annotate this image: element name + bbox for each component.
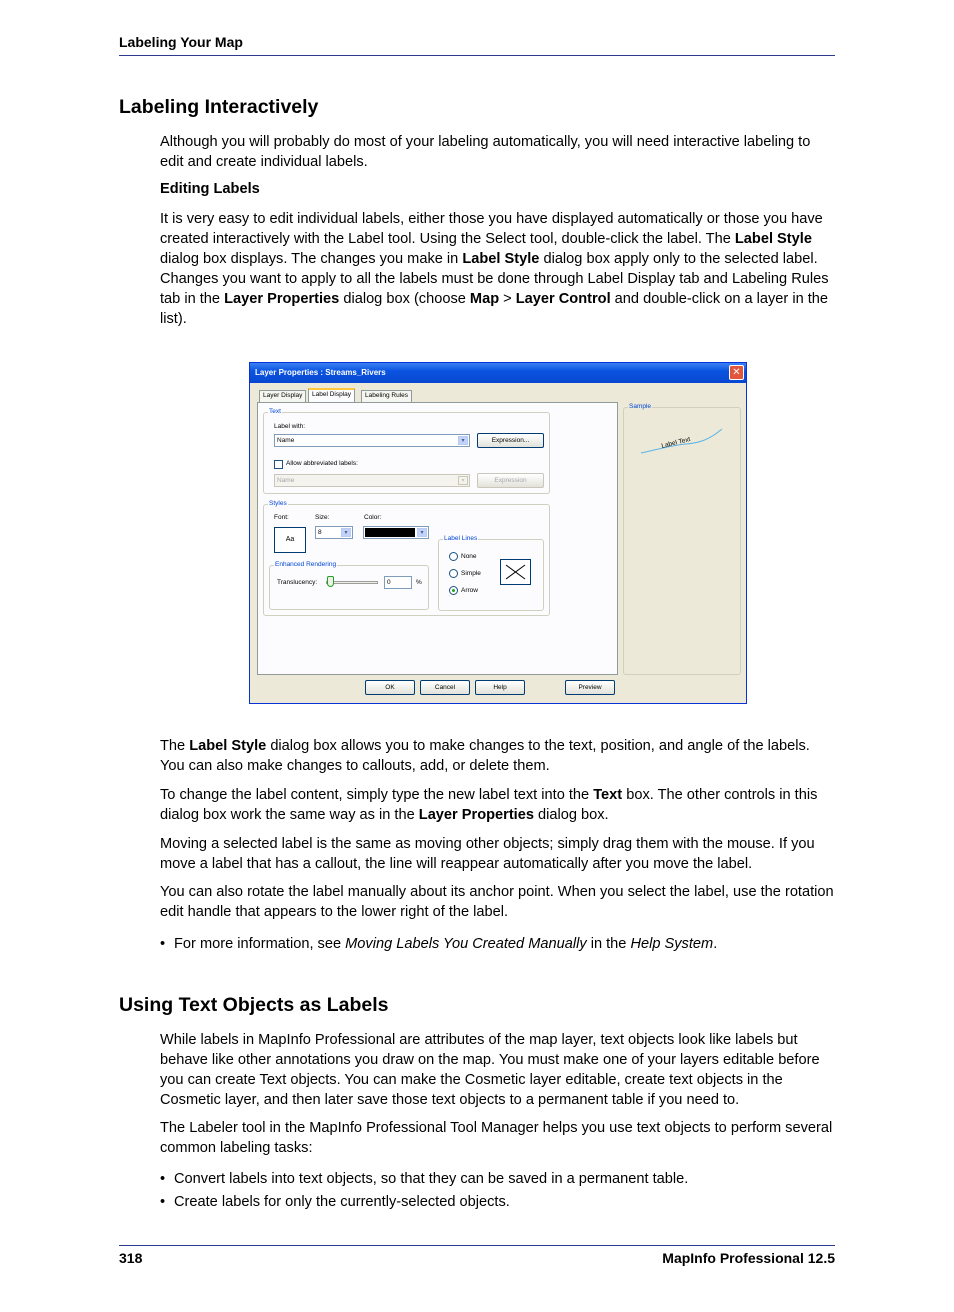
help-button[interactable]: Help <box>475 680 525 695</box>
sample-label-text: Label Text <box>660 436 692 450</box>
tab-layer-display[interactable]: Layer Display <box>259 390 306 402</box>
change-content-paragraph: To change the label content, simply type the new label text into the Text box. The other controls in this dialog box work the same way as in the Layer Properties dialog box. <box>160 787 818 823</box>
no-line-icon <box>501 560 530 584</box>
footer-rule <box>119 1245 835 1246</box>
translucency-label: Translucency: <box>277 579 318 586</box>
sample-group <box>623 403 741 675</box>
label-with-select[interactable]: Name ▾ <box>274 434 470 447</box>
label-lines-group <box>438 535 544 611</box>
editing-labels-paragraph: It is very easy to edit individual labels, either those you have displayed automatically or those you have created interactively with the Label tool. Using the Select tool, double-click the label. The Label Style dialog box displays. The changes you make in Label Style dialog box apply only to the selected label. Changes you want to apply to all the labels must be done through Label Display tab and Labeling Rules tab in the Layer Properties dialog box (choose Map > Layer Control and double-click on a layer in the list). <box>160 211 829 327</box>
color-select[interactable] <box>363 526 429 539</box>
label-display-panel <box>257 402 618 675</box>
abbreviated-select[interactable]: Name ▾ <box>274 474 470 487</box>
page-number: 318 <box>119 1250 143 1266</box>
radio-simple[interactable] <box>449 569 458 578</box>
subheading-editing-labels: Editing Labels <box>160 181 260 197</box>
color-swatch <box>365 528 415 537</box>
header-rule <box>119 55 835 56</box>
chevron-down-icon[interactable]: ▾ <box>458 476 468 485</box>
styles-group-label: Styles <box>269 500 287 507</box>
text-group <box>263 408 550 494</box>
enhanced-rendering-group <box>269 561 429 610</box>
enhanced-rendering-label: Enhanced Rendering <box>275 561 337 568</box>
radio-none-label: None <box>461 553 477 560</box>
translucency-slider-thumb[interactable] <box>327 576 334 587</box>
label-lines-label: Label Lines <box>444 535 478 542</box>
chevron-down-icon[interactable]: ▾ <box>458 436 468 445</box>
radio-arrow[interactable] <box>449 586 458 595</box>
section-heading-text-objects: Using Text Objects as Labels <box>119 994 389 1016</box>
rotate-label-paragraph: You can also rotate the label manually about its anchor point. When you select the label, use the rotation edit handle that appears to the lower right of the label. <box>160 884 834 920</box>
sample-group-label: Sample <box>629 403 652 410</box>
cancel-button[interactable]: Cancel <box>420 680 470 695</box>
label-with-label: Label with: <box>274 423 306 430</box>
translucency-spinner[interactable]: 0 <box>384 576 412 589</box>
color-label: Color: <box>364 514 382 521</box>
percent-label: % <box>416 579 422 586</box>
layer-properties-dialog <box>249 362 747 704</box>
expression-button-disabled[interactable]: Expression <box>477 473 544 488</box>
tab-label-display[interactable]: Label Display <box>308 388 355 402</box>
chevron-down-icon[interactable]: ▾ <box>417 528 427 537</box>
styles-group <box>263 500 550 616</box>
size-select[interactable]: 8 ▾ <box>315 526 353 539</box>
radio-simple-label: Simple <box>461 570 481 577</box>
font-label: Font: <box>274 514 289 521</box>
radio-arrow-label: Arrow <box>461 587 478 594</box>
tab-labeling-rules[interactable]: Labeling Rules <box>361 390 412 402</box>
allow-abbreviated-label: Allow abbreviated labels: <box>286 460 358 467</box>
intro-paragraph: Although you will probably do most of your labeling automatically, you will need interactive labeling to edit and create individual labels. <box>160 134 811 170</box>
list-item: • Create labels for only the currently-selected objects. <box>160 1194 510 1210</box>
preview-button[interactable]: Preview <box>565 680 615 695</box>
expression-button[interactable]: Expression... <box>477 433 544 448</box>
more-info-bullet: • For more information, see Moving Labels You Created Manually in the Help System. <box>160 936 718 952</box>
section-heading-labeling-interactively: Labeling Interactively <box>119 96 319 118</box>
labeler-tool-paragraph: The Labeler tool in the MapInfo Professional Tool Manager helps you use text objects to perform several common labeling tasks: <box>160 1120 833 1156</box>
dialog-title-bar: Layer Properties : Streams_Rivers <box>250 363 746 383</box>
text-group-label: Text <box>269 408 281 415</box>
moving-label-paragraph: Moving a selected label is the same as moving other objects; simply drag them with the mouse. If you move a label that has a callout, the line will reappear automatically after you move the label. <box>160 836 815 872</box>
font-button[interactable]: Aa <box>274 527 306 553</box>
label-style-paragraph: The Label Style dialog box allows you to make changes to the text, position, and angle of the labels. You can also make changes to callouts, add, or delete them. <box>160 738 810 774</box>
chevron-down-icon[interactable]: ▾ <box>341 528 351 537</box>
running-header: Labeling Your Map <box>119 34 243 50</box>
text-objects-paragraph: While labels in MapInfo Professional are attributes of the map layer, text objects look like labels but behave like other annotations you draw on the map. You must make one of your layers editable before you can create Text objects. You can make the Cosmetic layer editable, create text objects in the Cosmetic layer, and then later save those text objects to a permanent table if you need to. <box>160 1032 820 1108</box>
ok-button[interactable]: OK <box>365 680 415 695</box>
radio-none[interactable] <box>449 552 458 561</box>
size-label: Size: <box>315 514 330 521</box>
footer-product: MapInfo Professional 12.5 <box>662 1250 835 1266</box>
allow-abbreviated-checkbox[interactable] <box>274 460 283 469</box>
close-icon[interactable]: ✕ <box>729 365 744 380</box>
label-lines-preview-button[interactable] <box>500 559 531 585</box>
list-item: • Convert labels into text objects, so that they can be saved in a permanent table. <box>160 1171 689 1187</box>
sample-preview <box>624 416 740 476</box>
